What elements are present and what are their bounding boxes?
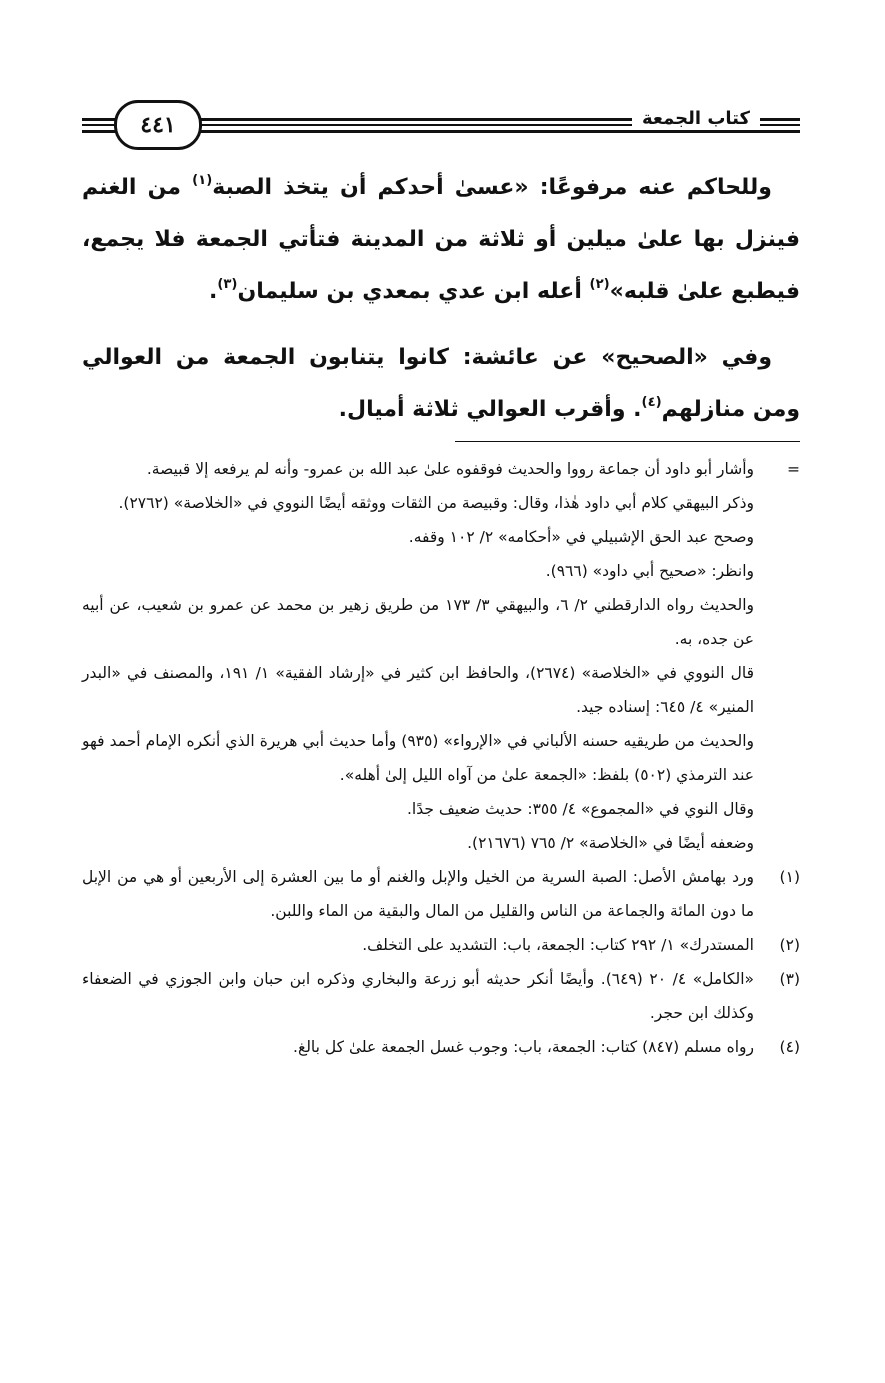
footnote-ref[interactable]: (٤) [641,395,662,411]
footnote-body [82,1030,754,1064]
footnote-4 [82,1030,800,1064]
paragraph-text: . [208,279,218,304]
footnote-body [82,962,754,1030]
paragraph [82,332,800,436]
footnote-mark: = [787,460,800,478]
footnote-mark: (١) [779,868,800,886]
footnote-line: المستدرك» ١/ ٢٩٢ كتاب: الجمعة، باب: التشديد على التخلف. [362,936,754,954]
footnote-line: وأشار أبو داود أن جماعة رووا والحديث فوقفوه علىٰ عبد الله بن عمرو- وأنه لم يرفعه إلا قبيصة. [146,460,754,478]
footnote-continuation [82,452,800,860]
paragraph-text: وفي «الصحيح» عن عائشة: كانوا يتنابون الجمعة من العوالي ومن منازلهم [82,345,800,422]
footnote-ref[interactable]: (١) [192,173,213,189]
footnote-line: والحديث من طريقيه حسنه الألباني في «الإرواء» (٩٣٥) وأما حديث أبي هريرة الذي أنكره الإمام أحمد فهو عند الترمذي (٥٠٢) بلفظ: «الجمعة علىٰ من آواه الليل إلىٰ أهله». [82,732,754,784]
paragraph [82,162,800,318]
footnote-line: وصحح عبد الحق الإشبيلي في «أحكامه» ٢/ ١٠٢ وقفه. [408,528,754,546]
footnote-2 [82,928,800,962]
chapter-title: كتاب الجمعة [632,108,760,129]
footnote-line: وذكر البيهقي كلام أبي داود هٰذا، وقال: وقبيصة من الثقات ووثقه أيضًا النووي في «الخلاصة» (٢٧٦٢). [118,494,754,512]
paragraph-text: . وأقرب العوالي ثلاثة أميال. [338,397,642,422]
footnote-body [82,860,754,928]
paragraph-text: من الغنم فينزل بها علىٰ ميلين أو ثلاثة من المدينة فتأتي الجمعة فلا يجمع، فيطبع علىٰ قلبه» [82,175,800,304]
footnote-line: وضعفه أيضًا في «الخلاصة» ٢/ ٧٦٥ (٢١٦٧٦). [467,834,754,852]
footnote-body [82,928,754,962]
footnote-line: قال النووي في «الخلاصة» (٢٦٧٤)، والحافظ ابن كثير في «إرشاد الفقية» ١/ ١٩١، والمصنف في «البدر المنير» ٤/ ٦٤٥: إسناده جيد. [82,664,755,716]
main-text [82,162,800,436]
footnote-line: ورد بهامش الأصل: الصبة السرية من الخيل والإبل والغنم أو ما بين العشرة إلى الأربعين أو هي من الإبل ما دون المائة والجماعة من الناس والقليل من المال والبقية من الماء واللبن. [82,868,754,920]
footnote-ref[interactable]: (٣) [217,277,238,293]
footnote-line: وانظر: «صحيح أبي داود» (٩٦٦). [545,562,754,580]
footnotes [82,452,800,1064]
footnote-separator [455,441,800,442]
footnote-ref[interactable]: (٢) [589,277,610,293]
paragraph-text: أعله ابن عدي بمعدي بن سليمان [237,279,590,304]
footnote-1 [82,860,800,928]
footnote-line: والحديث رواه الدارقطني ٢/ ٦، والبيهقي ٣/ ١٧٣ من طريق زهير بن محمد عن عمرو بن شعيب، عن أبيه عن جده، به. [82,596,754,648]
footnote-line: «الكامل» ٤/ ٢٠ (٦٤٩). وأيضًا أنكر حديثه أبو زرعة والبخاري وذكره ابن حبان وابن الجوزي في الضعفاء وكذلك ابن حجر. [82,970,755,1022]
footnote-mark: (٢) [779,936,800,954]
footnote-mark: (٣) [779,970,800,988]
footnote-body [82,452,754,860]
footnote-line: وقال النوي في «المجموع» ٤/ ٣٥٥: حديث ضعيف جدًا. [407,800,754,818]
footnote-3 [82,962,800,1030]
page-number: ٤٤١ [114,100,202,150]
footnote-line: رواه مسلم (٨٤٧) كتاب: الجمعة، باب: وجوب غسل الجمعة علىٰ كل بالغ. [293,1038,754,1056]
footnote-mark: (٤) [779,1038,800,1056]
running-header [82,96,800,156]
paragraph-text: وللحاكم عنه مرفوعًا: «عسىٰ أحدكم أن يتخذ الصبة [212,175,772,200]
